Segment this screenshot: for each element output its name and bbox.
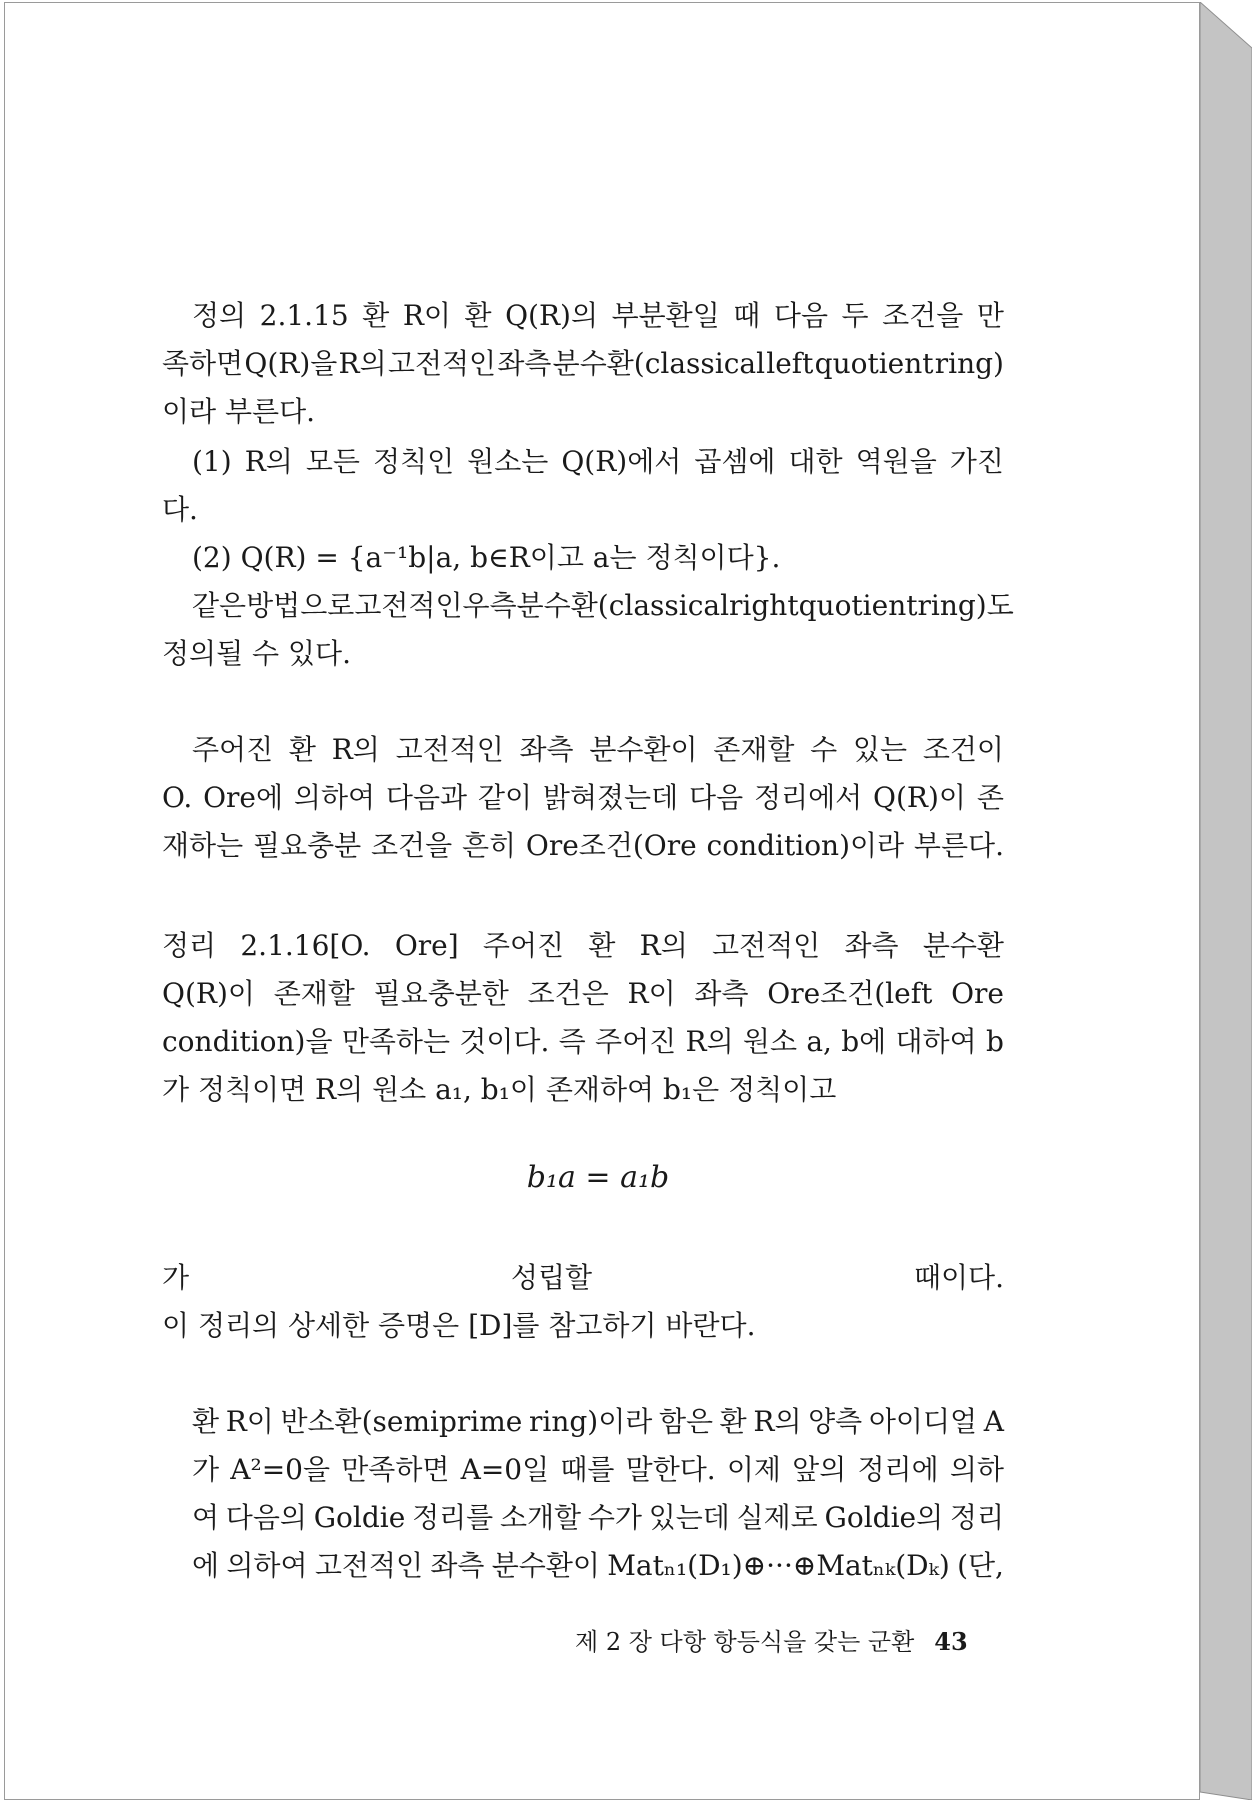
word: 다음의 — [225, 1501, 307, 1534]
word: 정칙인 — [372, 445, 455, 478]
word: A=0일 — [460, 1453, 550, 1486]
text-line: 이라 부른다. — [162, 395, 316, 428]
word: R이 — [627, 977, 676, 1010]
word: 조건이 — [922, 733, 1004, 766]
text-line — [162, 582, 1014, 630]
word: 정리 — [162, 929, 217, 962]
word: 정리에서 — [753, 781, 863, 814]
word: 모든 — [305, 445, 360, 478]
text-line: 정의될 수 있다. — [162, 637, 351, 670]
word: ring)이라 — [528, 1405, 653, 1438]
word: 대한 — [788, 445, 843, 478]
word: 함은 — [658, 1405, 714, 1438]
word: 원소 — [742, 1025, 798, 1058]
word: 존 — [976, 781, 1004, 814]
paragraph — [162, 922, 1004, 1114]
word: b에 — [841, 1025, 887, 1058]
paragraph — [162, 1254, 1004, 1350]
word: 주어진 — [595, 1025, 677, 1058]
text-line: (2) Q(R) = {a⁻¹b|a, b∈R이고 a는 정칙이다}. — [192, 541, 781, 574]
word: 같은 — [192, 589, 247, 622]
word: R의 — [338, 347, 387, 380]
text-line — [162, 1542, 1004, 1590]
word: 의하 — [949, 1453, 1004, 1486]
word: 존재할 — [273, 977, 355, 1010]
word: 아이디얼 — [868, 1405, 978, 1438]
word: 분수환이 — [589, 733, 698, 766]
word: R이 — [402, 299, 451, 332]
word: quotient — [814, 347, 934, 380]
word: 의하여 — [293, 781, 376, 814]
word: R의 — [685, 1025, 734, 1058]
text-line: 가 정칙이면 R의 원소 a₁, b₁이 존재하여 b₁은 정칙이고 — [162, 1073, 837, 1106]
word: 족하면 — [162, 347, 244, 380]
word: condition)이라 — [706, 829, 905, 862]
word: 밝혀졌는데 — [542, 781, 679, 814]
text-line — [162, 438, 1004, 486]
word: 필요충분한 — [373, 977, 509, 1010]
word: 대하여 — [895, 1025, 977, 1058]
word: 좌측 — [844, 929, 899, 962]
word: 수 — [810, 733, 838, 766]
word: 환 — [588, 929, 616, 962]
word: A²=0을 — [230, 1453, 331, 1486]
word: 앞의 — [792, 1453, 847, 1486]
word: 재하는 — [162, 829, 244, 862]
word: 정리에 — [857, 1453, 939, 1486]
word: 두 — [841, 299, 869, 332]
paragraph — [162, 438, 1004, 534]
paragraph — [162, 534, 1004, 582]
word: 반소환(semiprime — [280, 1405, 523, 1438]
word: 좌측 — [519, 733, 574, 766]
word: quotient — [798, 589, 918, 622]
word: Ore — [951, 977, 1004, 1010]
word: 정의 — [192, 299, 247, 332]
word: 방법으로 — [246, 589, 355, 622]
word: 실제로 — [736, 1501, 818, 1534]
paragraph — [162, 292, 1004, 436]
paragraph — [162, 582, 1014, 678]
word: R의 — [639, 929, 688, 962]
word: 것이다. — [459, 1025, 550, 1058]
page-edge-shadow — [1200, 2, 1252, 1800]
word: 때를 — [560, 1453, 615, 1486]
word: (단, — [957, 1549, 1004, 1582]
word: left — [766, 347, 814, 380]
word: a, — [806, 1025, 832, 1058]
word: 주어진 — [192, 733, 274, 766]
word: 여 — [192, 1501, 220, 1534]
text-line — [162, 292, 1004, 340]
word: 다음 — [689, 781, 744, 814]
word: 곱셈에 — [694, 445, 776, 478]
paragraph — [162, 1398, 1004, 1590]
word: R의 — [331, 733, 380, 766]
word: 소개할 — [499, 1501, 582, 1534]
text-line — [162, 1398, 1004, 1446]
footer-chapter-title: 제 2 장 다항 항등식을 갖는 군환 — [575, 1628, 915, 1656]
word: 분수환(classical — [516, 589, 730, 622]
word: 환 — [362, 299, 390, 332]
word: ring)도 — [917, 589, 1014, 622]
word: 환 — [288, 733, 316, 766]
word: 흔히 — [461, 829, 517, 862]
word: R의 — [244, 445, 293, 478]
word: 정리를 — [412, 1501, 494, 1534]
word: 다음과 — [385, 781, 468, 814]
word: Goldie의 — [824, 1501, 944, 1534]
word: 조건을 — [882, 299, 964, 332]
word: 부른다. — [913, 829, 1004, 862]
word: Ore에 — [203, 781, 284, 814]
text-line — [162, 970, 1004, 1018]
word: Q(R)의 — [505, 299, 599, 332]
word: Q(R)에서 — [561, 445, 682, 478]
text-line — [162, 1254, 1004, 1302]
word: R의 — [753, 1405, 802, 1438]
text-line — [162, 340, 1004, 388]
word: 환 — [192, 1405, 220, 1438]
word: 있는 — [852, 733, 908, 766]
word: R이 — [225, 1405, 274, 1438]
text-line — [162, 774, 1004, 822]
word: 가 — [192, 1453, 220, 1486]
word: condition)을 — [162, 1025, 333, 1058]
word: 만족하는 — [341, 1025, 451, 1058]
paragraph — [162, 726, 1004, 870]
word: 환 — [464, 299, 492, 332]
word: 고전적인 — [387, 347, 497, 380]
word: 성립할 — [510, 1261, 593, 1294]
word: 에 — [192, 1549, 220, 1582]
word: 고전적인 — [354, 589, 463, 622]
word: 고전적인 — [314, 1549, 424, 1582]
word: 다음 — [773, 299, 828, 332]
word: Ore조건(left — [767, 977, 933, 1010]
word: 역원을 — [855, 445, 937, 478]
text-line — [162, 1018, 1004, 1066]
word: 환 — [719, 1405, 747, 1438]
word: 필요충분 — [252, 829, 362, 862]
page-number: 43 — [934, 1627, 968, 1656]
word: 좌측 — [497, 347, 552, 380]
word: 2.1.15 — [259, 299, 349, 332]
word: 의하여 — [226, 1549, 308, 1582]
word: 좌측 — [430, 1549, 485, 1582]
text-line — [162, 922, 1004, 970]
word: (1) — [192, 445, 232, 478]
word: 우측 — [462, 589, 517, 622]
word: Q(R)이 — [873, 781, 966, 814]
word: Ore] — [394, 929, 459, 962]
word: A — [983, 1405, 1004, 1438]
word: 주어진 — [482, 929, 565, 962]
word: Matₙ₁(D₁)⊕···⊕Matₙₖ(Dₖ) — [607, 1549, 950, 1582]
word: 만 — [976, 299, 1004, 332]
word: 가진 — [949, 445, 1004, 478]
formula-display: b₁a = a₁b — [526, 1160, 670, 1195]
word: 분수환 — [922, 929, 1004, 962]
word: 좌측 — [694, 977, 749, 1010]
word: 이제 — [726, 1453, 781, 1486]
word: 조건은 — [527, 977, 609, 1010]
word: 부분환일 — [611, 299, 720, 332]
word: O. — [162, 781, 193, 814]
word: 양측 — [808, 1405, 863, 1438]
text-line: 이 정리의 상세한 증명은 [D]를 참고하기 바란다. — [162, 1309, 756, 1342]
word: 가 — [162, 1261, 190, 1294]
word: 때이다. — [913, 1261, 1004, 1294]
word: Q(R)을 — [244, 347, 338, 380]
text-line — [162, 1446, 1004, 1494]
text-line: 다. — [162, 493, 198, 526]
word: Goldie — [313, 1501, 406, 1534]
word: 조건을 — [370, 829, 453, 862]
text-line — [162, 726, 1004, 774]
word: 존재할 — [713, 733, 795, 766]
text-line — [162, 822, 1004, 870]
word: ring) — [934, 347, 1004, 380]
word: 고전적인 — [395, 733, 504, 766]
page-footer — [575, 1622, 968, 1657]
word: 같이 — [477, 781, 533, 814]
word: 수가 — [587, 1501, 642, 1534]
word: 분수환(classical — [552, 347, 766, 380]
word: 2.1.16[O. — [240, 929, 371, 962]
word: 고전적인 — [712, 929, 821, 962]
word: Q(R)이 — [162, 977, 255, 1010]
word: 때 — [733, 299, 761, 332]
word: b — [985, 1025, 1004, 1058]
word: 정리 — [949, 1501, 1004, 1534]
word: 만족하면 — [341, 1453, 450, 1486]
text-line — [162, 1494, 1004, 1542]
word: 즉 — [558, 1025, 586, 1058]
word: 원소는 — [467, 445, 549, 478]
word: 있는데 — [648, 1501, 730, 1534]
word: 말한다. — [625, 1453, 716, 1486]
word: Ore조건(Ore — [525, 829, 697, 862]
word: right — [729, 589, 799, 622]
word: 분수환이 — [491, 1549, 600, 1582]
